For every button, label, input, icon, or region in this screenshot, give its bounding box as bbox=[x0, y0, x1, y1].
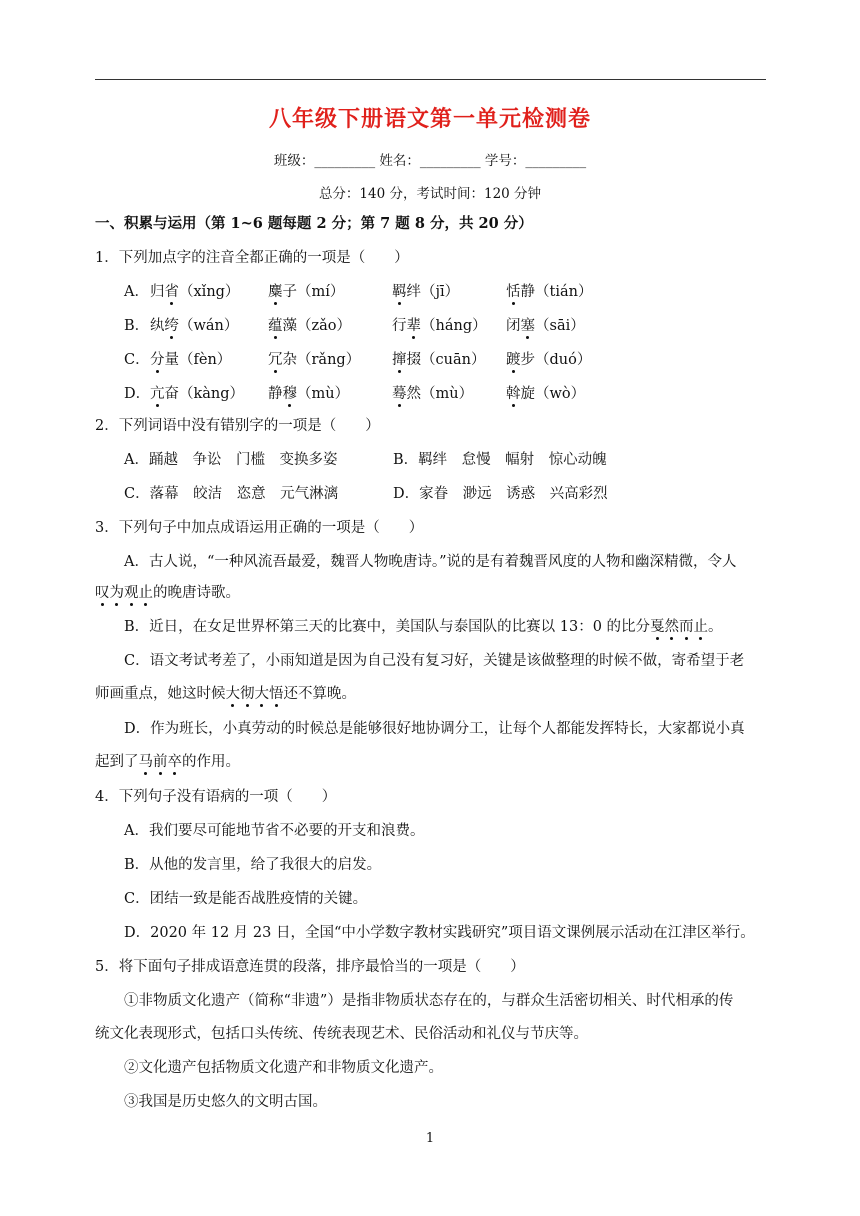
q1-item bbox=[392, 385, 473, 403]
item-text: 掇（cuān） bbox=[406, 352, 486, 368]
section-1-heading: 一、积累与运用（第 1~6 题每题 2 分；第 7 题 8 分，共 20 分） bbox=[95, 215, 533, 232]
q4-option-d: D．2020 年 12 月 23 日，全国“中小学数字教材实践研究”项目语文课例展示活动在江津区举行。 bbox=[124, 925, 755, 941]
q1-item bbox=[268, 283, 344, 301]
score-time-line: 总分：140 分，考试时间：120 分钟 bbox=[318, 186, 542, 202]
q3-option-d-line1: D．作为班长，小真劳动的时候总是能够很好地协调分工，让每个人都能发挥特长，大家都说小真 bbox=[124, 721, 745, 737]
item-text: （mù） bbox=[297, 386, 350, 402]
q5-stem: 5．将下面句子排成语意连贯的段落，排序最恰当的一项是（ ） bbox=[95, 959, 525, 975]
q1-item bbox=[506, 385, 585, 403]
q1-item bbox=[268, 317, 351, 335]
q4-option-b: B．从他的发言里，给了我很大的启发。 bbox=[124, 857, 382, 873]
q1-option-c bbox=[124, 351, 150, 369]
item-text: 纨 bbox=[150, 318, 165, 334]
q3-option-c-line1: C．语文考试考差了，小雨知道是因为自己没有复习好，关键是该做整理的时候不做，寄希望于老 bbox=[124, 653, 745, 669]
q3-option-a-line1: A．古人说，“一种风流吾最爱，魏晋人物晚唐诗。”说的是有着魏晋风度的人物和幽深精微，令人 bbox=[124, 554, 737, 570]
student-info-line: 班级：_________ 姓名：_________ 学号：_________ bbox=[273, 153, 587, 169]
emphasized-char: 撺 bbox=[392, 352, 407, 368]
item-text: 归 bbox=[150, 284, 165, 300]
emphasized-char: 分 bbox=[150, 352, 165, 368]
q4-stem: 4．下列句子没有语病的一项（ ） bbox=[95, 789, 337, 805]
emphasized-char: 辈 bbox=[406, 318, 421, 334]
item-text: 静（tián） bbox=[520, 284, 593, 300]
emphasized-char: 蕴 bbox=[268, 318, 283, 334]
q3-option-c-idiom: 大彻大悟 bbox=[225, 686, 284, 702]
q5-sentence-2: ②文化遗产包括物质文化遗产和非物质文化遗产。 bbox=[124, 1060, 443, 1076]
emphasized-char: 斡 bbox=[506, 386, 521, 402]
q1-option-label: B． bbox=[124, 318, 150, 334]
item-text: 子（mí） bbox=[282, 284, 345, 300]
item-text: （háng） bbox=[421, 318, 487, 334]
emphasized-char: 亢 bbox=[150, 386, 165, 402]
q1-option-label: A． bbox=[124, 284, 149, 300]
item-text: 杂（rǎng） bbox=[282, 352, 361, 368]
q1-item bbox=[268, 385, 349, 403]
emphasized-char: 羁 bbox=[392, 284, 407, 300]
item-text: 量（fèn） bbox=[164, 352, 232, 368]
item-text: 旋（wò） bbox=[520, 386, 586, 402]
q1-item bbox=[392, 283, 459, 301]
q1-item bbox=[150, 385, 244, 403]
q1-option-label: C． bbox=[124, 352, 150, 368]
emphasized-char: 恬 bbox=[506, 284, 521, 300]
q2-option-d: D．家眷 渺远 诱惑 兴高彩烈 bbox=[393, 486, 608, 502]
page-title: 八年级下册语文第一单元检测卷 bbox=[268, 106, 591, 132]
q3-stem: 3．下列句子中加点成语运用正确的一项是（ ） bbox=[95, 520, 424, 536]
emphasized-char: 冗 bbox=[268, 352, 283, 368]
item-text: 闭 bbox=[506, 318, 521, 334]
q5-sentence-3: ③我国是历史悠久的文明古国。 bbox=[124, 1094, 327, 1110]
emphasized-char: 麋 bbox=[268, 284, 283, 300]
q1-option-label: D． bbox=[124, 386, 151, 402]
q3-option-a-idiom: 叹为观止 bbox=[95, 585, 153, 601]
page-number: 1 bbox=[425, 1131, 435, 1146]
item-text: （xǐng） bbox=[179, 284, 240, 300]
q1-item bbox=[268, 351, 360, 369]
q4-option-c: C．团结一致是能否战胜疫情的关键。 bbox=[124, 891, 368, 907]
item-text: 奋（kàng） bbox=[164, 386, 245, 402]
q1-item bbox=[150, 351, 231, 369]
q2-option-b: B．羁绊 怠慢 幅射 惊心动魄 bbox=[393, 452, 607, 468]
emphasized-char: 绔 bbox=[164, 318, 179, 334]
item-text: （wán） bbox=[179, 318, 239, 334]
q3-option-b-idiom: 戛然而止 bbox=[650, 619, 709, 635]
q3-option-a-line2: 叹为观止的晚唐诗歌。 bbox=[95, 585, 240, 601]
emphasized-char: 塞 bbox=[520, 318, 535, 334]
q1-item bbox=[392, 317, 487, 335]
header-rule bbox=[95, 79, 766, 80]
q1-item bbox=[150, 283, 239, 301]
item-text: 行 bbox=[392, 318, 407, 334]
emphasized-char: 蓦 bbox=[392, 386, 407, 402]
q5-sentence-1-line2: 统文化表现形式，包括口头传统、传统表现艺术、民俗活动和礼仪与节庆等。 bbox=[95, 1026, 588, 1042]
q3-option-c-line2: 师画重点，她这时候大彻大悟还不算晚。 bbox=[95, 686, 356, 702]
q1-option-a bbox=[124, 283, 149, 301]
item-text: 绊（jī） bbox=[406, 284, 460, 300]
emphasized-char: 省 bbox=[164, 284, 179, 300]
q1-item bbox=[506, 317, 585, 335]
q1-stem: 1．下列加点字的注音全都正确的一项是（ ） bbox=[95, 250, 409, 266]
q2-stem: 2．下列词语中没有错别字的一项是（ ） bbox=[95, 418, 380, 434]
item-text: 步（duó） bbox=[520, 352, 592, 368]
q5-sentence-1-line1: ①非物质文化遗产（简称“非遗”）是指非物质状态存在的，与群众生活密切相关、时代相承的传 bbox=[124, 993, 734, 1009]
q2-option-a: A．踊越 争讼 门槛 变换多姿 bbox=[124, 452, 338, 468]
q1-item bbox=[506, 283, 592, 301]
item-text: 然（mù） bbox=[406, 386, 474, 402]
emphasized-char: 踱 bbox=[506, 352, 521, 368]
q1-option-d bbox=[124, 385, 150, 403]
q2-option-c: C．落幕 皎洁 恣意 元气淋漓 bbox=[124, 486, 339, 502]
q3-option-d-line2: 起到了马前卒的作用。 bbox=[95, 754, 240, 770]
q1-item bbox=[506, 351, 591, 369]
item-text: 静 bbox=[268, 386, 283, 402]
q1-item bbox=[150, 317, 238, 335]
emphasized-char: 穆 bbox=[282, 386, 297, 402]
item-text: （sāi） bbox=[535, 318, 585, 334]
q3-option-d-idiom: 马前卒 bbox=[138, 754, 182, 770]
q1-item bbox=[392, 351, 485, 369]
q4-option-a: A．我们要尽可能地节省不必要的开支和浪费。 bbox=[124, 823, 425, 839]
q3-option-b: B．近日，在女足世界杯第三天的比赛中，美国队与泰国队的比赛以 13：0 的比分戛然而止。 bbox=[124, 619, 723, 635]
q1-option-b bbox=[124, 317, 149, 335]
item-text: 藻（zǎo） bbox=[282, 318, 352, 334]
